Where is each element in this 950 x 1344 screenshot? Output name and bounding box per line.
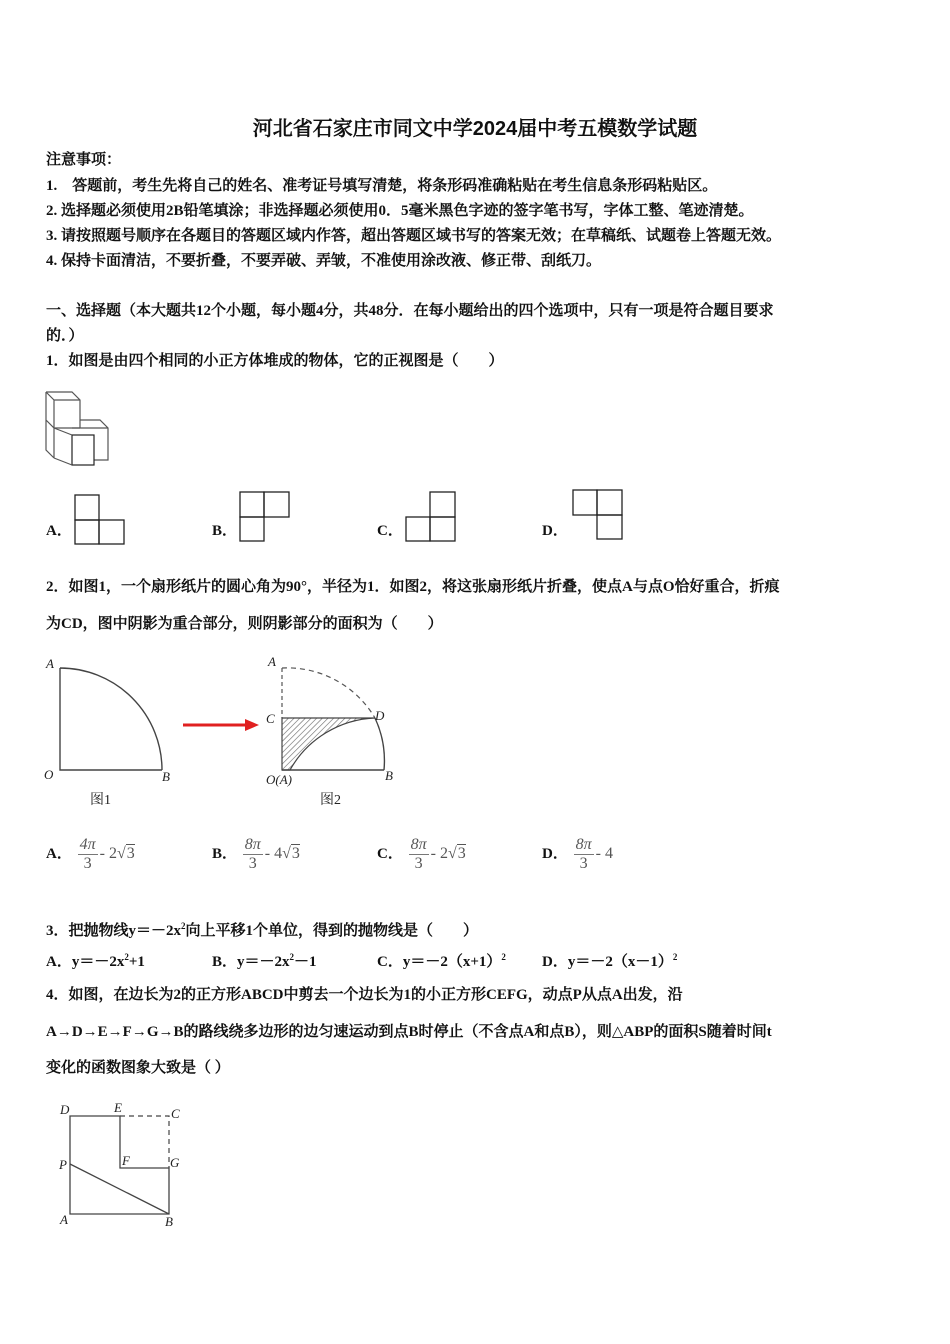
- page-title: 河北省石家庄市同文中学2024届中考五模数学试题: [252, 118, 698, 140]
- notice-item: 1. 答题前，考生先将自己的姓名、准考证号填写清楚，将条形码准确粘贴在考生信息条形码粘贴区。: [46, 178, 718, 194]
- label-f: F: [122, 1153, 130, 1168]
- q1-option-a-label: A．: [46, 523, 72, 539]
- label-b: B: [162, 769, 170, 784]
- label-o-a: O(A): [266, 772, 292, 787]
- option-rest: - 2: [99, 844, 117, 862]
- option-label: A．: [46, 845, 72, 862]
- label-g: G: [170, 1155, 180, 1170]
- question-2-text: 2．如图1，一个扇形纸片的圆心角为90°，半径为1．如图2，将这张扇形纸片折叠，使点A与点O恰好重合，折痕: [46, 579, 780, 595]
- label-a: A: [46, 656, 54, 671]
- option-rest: - 2: [430, 844, 448, 862]
- sqrt-value: 3: [291, 844, 300, 862]
- q1-option-c-figure[interactable]: [405, 491, 457, 543]
- label-a: A: [60, 1212, 68, 1227]
- q3-option-b[interactable]: B．$y=-2x^2-1$: [212, 952, 317, 970]
- q2-option-c[interactable]: C． $\frac{8\pi}{3}$ - 2√3: [377, 836, 466, 872]
- question-1-text: 1．如图是由四个相同的小正方体堆成的物体，它的正视图是（ ）: [46, 353, 504, 369]
- figure-2-caption: 图2: [320, 793, 341, 808]
- fraction: $\frac{8\pi}{3}$: [410, 836, 427, 872]
- q1-option-c-label: C．: [377, 523, 403, 539]
- option-rest: - 4: [264, 844, 283, 862]
- q2-figure-1: [40, 650, 190, 810]
- label-a: A: [268, 654, 276, 669]
- sqrt-value: 3: [457, 844, 466, 862]
- q1-cube-figure: [44, 390, 116, 470]
- question-4-text-cont: 变化的函数图象大致是（ ）: [46, 1060, 230, 1076]
- label-p: P: [59, 1157, 67, 1172]
- label-c: C: [171, 1106, 180, 1121]
- q3-option-a[interactable]: A．$y=-2x^2+1$: [46, 952, 145, 970]
- q3-option-c[interactable]: C．$y=-2(x+1)^2$: [377, 952, 506, 970]
- q2-option-d[interactable]: [542, 836, 613, 873]
- section-heading: 一、选择题（本大题共12个小题，每小题4分，共48分．在每小题给出的四个选项中，只有一项是符合题目要求: [46, 303, 774, 319]
- label-b: B: [165, 1214, 173, 1229]
- option-label: D．: [542, 845, 568, 862]
- q1-option-b-figure[interactable]: [239, 491, 291, 543]
- q3-option-d[interactable]: D．$y=-2(x-1)^2$: [542, 952, 678, 970]
- red-arrow-icon: [183, 718, 263, 732]
- option-label: B．: [212, 845, 238, 862]
- question-4-text-cont: A→D→E→F→G→B的路线绕多边形的边匀速运动到点B时停止（不含点A和点B），则△ABP的面积S随着时间t: [46, 1024, 772, 1040]
- fraction: $\frac{8\pi}{3}$: [244, 836, 261, 872]
- q1-option-d-figure[interactable]: [572, 489, 624, 541]
- figure-1-caption: 图1: [90, 793, 111, 808]
- q2-option-b[interactable]: B． $\frac{8\pi}{3}$ - 4√3: [212, 836, 300, 872]
- question-3-text: 3．把抛物线$y=-2x^2$向上平移1个单位，得到的抛物线是（ ）: [46, 921, 479, 939]
- notice-item: 2. 选择题必须使用2B铅笔填涂；非选择题必须使用0．5毫米黑色字迹的签字笔书写，字体工整、笔迹清楚。: [46, 203, 754, 219]
- q1-option-d-label: D．: [542, 523, 568, 539]
- label-e: E: [114, 1100, 122, 1115]
- label-d: D: [60, 1102, 70, 1117]
- notice-heading: 注意事项：: [46, 152, 122, 168]
- option-rest: - 4: [595, 844, 613, 862]
- q4-figure: [56, 1100, 196, 1235]
- label-d: D: [375, 708, 385, 723]
- q1-option-a-figure[interactable]: [74, 494, 126, 546]
- question-4-text: 4．如图，在边长为2的正方形ABCD中剪去一个边长为1的小正方形CEFG，动点P从点A出发，沿: [46, 987, 683, 1003]
- q1-option-b-label: B．: [212, 523, 238, 539]
- section-heading-cont: 的．）: [46, 328, 84, 344]
- question-2-text-cont: 为CD，图中阴影为重合部分，则阴影部分的面积为（ ）: [46, 616, 443, 632]
- notice-item: 3. 请按照题号顺序在各题目的答题区域内作答，超出答题区域书写的答案无效；在草稿纸、试题卷上答题无效。: [46, 228, 782, 244]
- sqrt-value: 3: [126, 844, 135, 862]
- q2-option-a[interactable]: A． $\frac{4\pi}{3}$ - 2√3: [46, 836, 135, 872]
- notice-item: 4. 保持卡面清洁，不要折叠，不要弄破、弄皱，不准使用涂改液、修正带、刮纸刀。: [46, 253, 602, 269]
- fraction: $\frac{8\pi}{3}$: [575, 836, 592, 872]
- q2-figure-2: [260, 650, 410, 810]
- label-b: B: [385, 768, 393, 783]
- option-label: C．: [377, 845, 403, 862]
- label-c: C: [266, 711, 275, 726]
- fraction: $\frac{4\pi}{3}$: [79, 836, 96, 872]
- label-o: O: [44, 767, 54, 782]
